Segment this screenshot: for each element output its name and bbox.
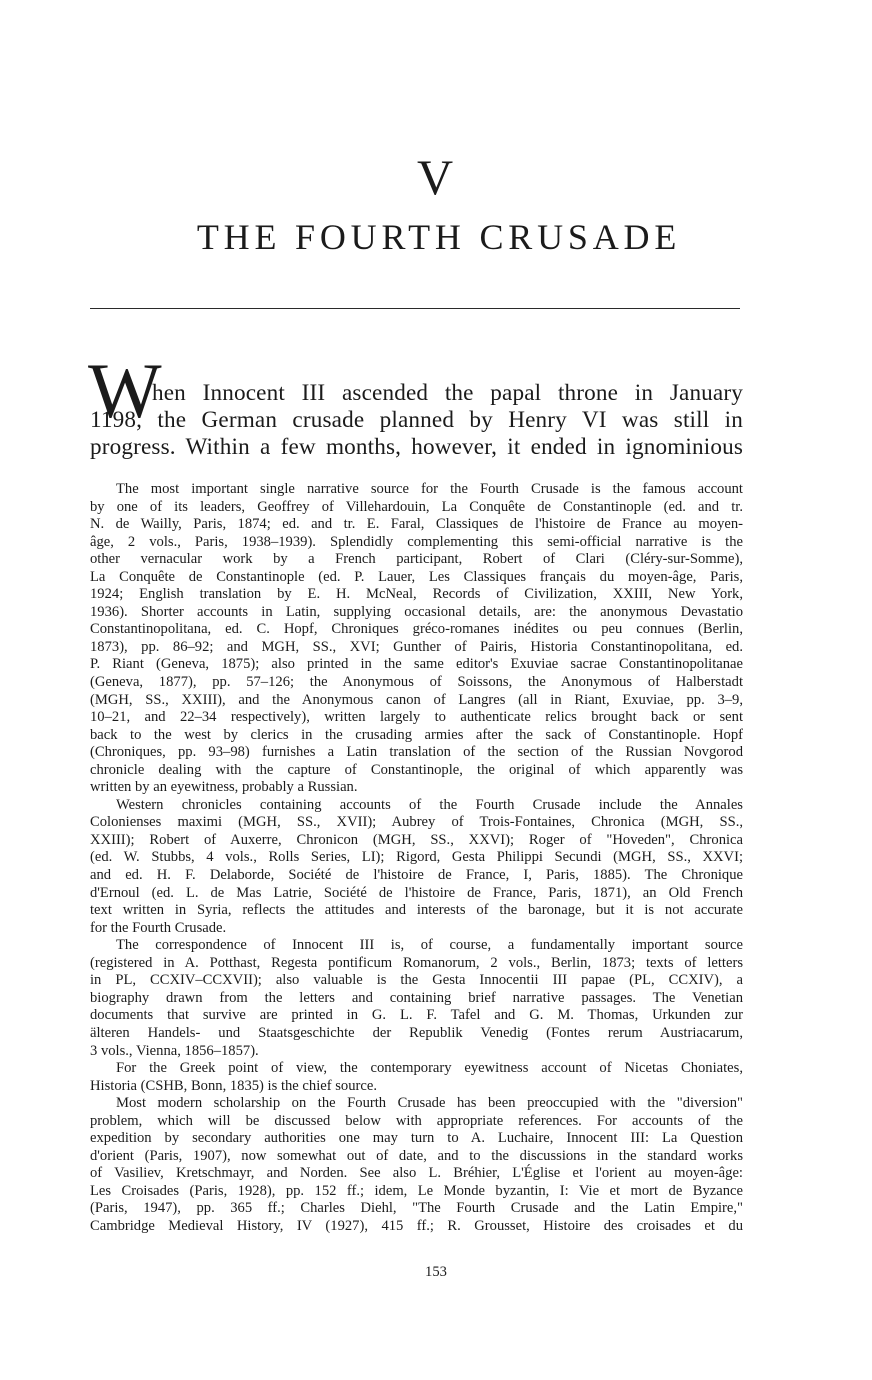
note-line: Colonienses maximi (MGH, SS., XVII); Aubrey of Trois-Fontaines, Chronica (MGH, SS., <box>90 814 743 831</box>
bibliographical-note <box>90 481 743 1236</box>
chapter-title: THE FOURTH CRUSADE <box>196 217 682 257</box>
note-line: back to the west by clerics in the crusading armies after the sack of Constantinople. Hopf <box>90 726 743 743</box>
note-line: expedition by secondary authorities one may turn to A. Luchaire, Innocent III: La Question <box>90 1130 743 1147</box>
note-line: (registered in A. Potthast, Regesta pontificum Romanorum, 2 vols., Berlin, 1873; texts of letters <box>90 954 743 971</box>
note-line: (Paris, 1947), pp. 365 ff.; Charles Diehl, "The Fourth Crusade and the Latin Empire," <box>90 1200 743 1217</box>
note-line: 1924; English translation by E. H. McNeal, Records of Civilization, XXIII, New York, <box>90 586 743 603</box>
note-line: in PL, CCXIV–CCXVII); also valuable is the Gesta Innocentii III papae (PL, CCXIV), a <box>90 972 743 989</box>
note-line: La Conquête de Constantinople (ed. P. Lauer, Les Classiques français du moyen-âge, Paris, <box>90 568 743 585</box>
note-line: P. Riant (Geneva, 1875); also printed in the same editor's Exuviae sacrae Constantinopolitanae <box>90 656 743 673</box>
note-line: 10–21, and 22–34 respectively), written largely to authenticate relics brought back or sent <box>90 709 743 726</box>
note-line: 1936). Shorter accounts in Latin, supplying occasional details, are: the anonymous Devastatio <box>90 603 743 620</box>
note-line: (Chroniques, pp. 93–98) furnishes a Latin translation of the section of the Russian Novgorod <box>90 744 743 761</box>
chapter-number: V <box>416 149 456 205</box>
page-number: 153 <box>425 1264 447 1280</box>
note-line: Les Croisades (Paris, 1928), pp. 152 ff.; idem, Le Monde byzantin, I: Vie et mort de Byzance <box>90 1182 743 1199</box>
note-line: 3 vols., Vienna, 1856–1857). <box>90 1042 259 1059</box>
note-line: älteren Handels- und Staatsgeschichte der Republik Venedig (Fontes rerum Austriacarum, <box>90 1024 743 1041</box>
drop-cap: W <box>88 347 162 434</box>
note-line: by one of its leaders, Geoffrey of Villehardouin, La Conquête de Constantinople (ed. and tr. <box>90 498 743 515</box>
opening-line: progress. Within a few months, however, it ended in ignominious <box>90 434 743 460</box>
note-line: N. de Wailly, Paris, 1874; ed. and tr. E. Faral, Classiques de l'histoire de France au moyen- <box>90 516 743 533</box>
note-line: The correspondence of Innocent III is, of course, a fundamentally important source <box>116 937 743 954</box>
note-line: âge, 2 vols., Paris, 1938–1939). Splendidly complementing this semi-official narrative is the <box>90 533 743 550</box>
note-line: biography drawn from the letters and containing brief narrative passages. The Venetian <box>90 989 743 1006</box>
note-line: problem, which will be discussed below with appropriate references. For accounts of the <box>90 1112 743 1129</box>
note-line: Constantinopolitana, ed. C. Hopf, Chroniques gréco-romanes inédites ou peu connues (Berlin, <box>90 621 743 638</box>
note-line: Western chronicles containing accounts of the Fourth Crusade include the Annales <box>116 796 743 813</box>
note-line: and ed. H. F. Delaborde, Société de l'histoire de France, I, Paris, 1885). The Chronique <box>90 867 743 884</box>
note-line: Historia (CSHB, Bonn, 1835) is the chief source. <box>90 1077 377 1094</box>
note-line: 1873), pp. 86–92; and MGH, SS., XVI; Gunther of Pairis, Historia Constantinopolitana, ed. <box>90 638 743 655</box>
opening-paragraph <box>88 347 743 461</box>
note-line: documents that survive are printed in G. L. F. Tafel and G. M. Thomas, Urkunden zur <box>90 1007 743 1024</box>
note-line: Cambridge Medieval History, IV (1927), 415 ff.; R. Grousset, Histoire des croisades et du <box>90 1217 743 1234</box>
note-line: written by an eyewitness, probably a Russian. <box>90 779 358 796</box>
title-divider <box>90 308 740 309</box>
note-line: chronicle dealing with the capture of Constantinople, the original of which apparently was <box>90 761 743 778</box>
note-line: XXIII); Robert of Auxerre, Chronicon (MGH, SS., XXVI); Roger of "Hoveden", Chronica <box>90 831 743 848</box>
opening-line: 1198, the German crusade planned by Henry VI was still in <box>90 407 743 433</box>
note-line: text written in Syria, reflects the attitudes and interests of the baronage, but it is not accurate <box>90 902 743 919</box>
note-line: for the Fourth Crusade. <box>90 919 227 936</box>
note-line: Most modern scholarship on the Fourth Crusade has been preoccupied with the "diversion" <box>116 1095 743 1112</box>
note-line: d'orient (Paris, 1907), now somewhat out of date, and to the discussions in the standard works <box>90 1147 743 1164</box>
note-line: other vernacular work by a French participant, Robert of Clari (Cléry-sur-Somme), <box>90 551 743 568</box>
note-line: of Vasiliev, Kretschmayr, and Norden. See also L. Bréhier, L'Église et l'orient au moyen-âge: <box>90 1165 743 1182</box>
note-line: The most important single narrative source for the Fourth Crusade is the famous account <box>116 481 743 497</box>
note-line: (ed. W. Stubbs, 4 vols., Rolls Series, LI); Rigord, Gesta Philippi Secundi (MGH, SS., XXVI; <box>90 849 743 866</box>
note-line: (Geneva, 1877), pp. 57–126; the Anonymous of Soissons, the Anonymous of Halberstadt <box>90 674 743 691</box>
opening-line: hen Innocent III ascended the papal throne in January <box>152 380 743 406</box>
note-line: d'Ernoul (ed. L. de Mas Latrie, Société de l'histoire de France, Paris, 1871), an Old French <box>90 884 743 901</box>
note-line: (MGH, SS., XXIII), and the Anonymous canon of Langres (all in Riant, Exuviae, pp. 3–9, <box>90 691 743 708</box>
note-line: For the Greek point of view, the contemporary eyewitness account of Nicetas Choniates, <box>116 1060 743 1077</box>
